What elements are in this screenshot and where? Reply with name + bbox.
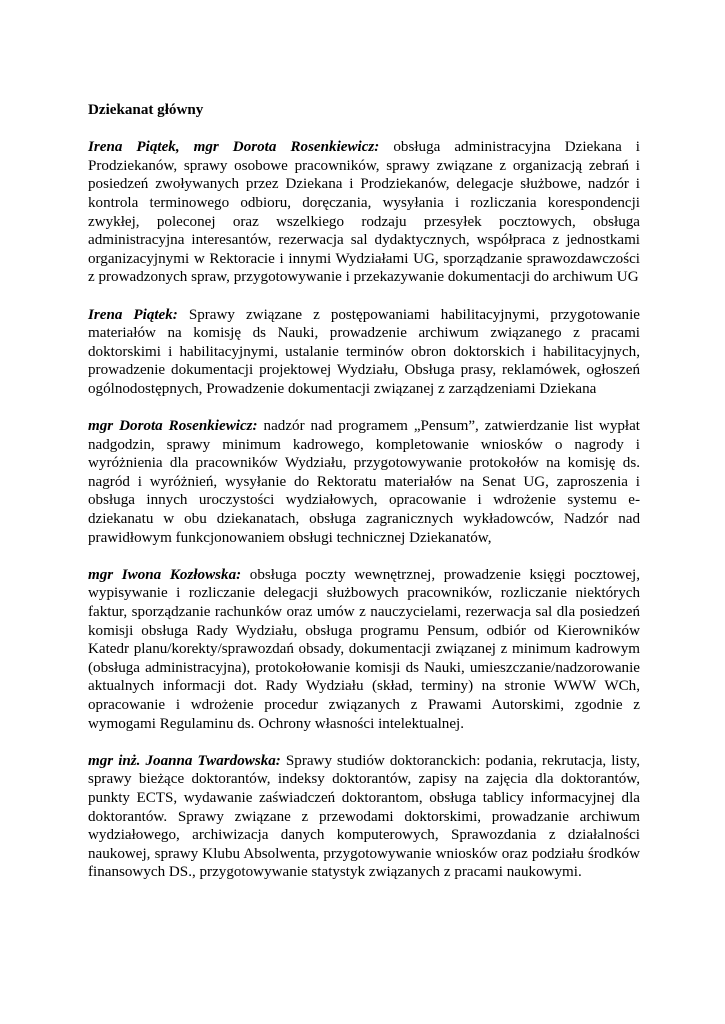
duty-description: Sprawy studiów doktoranckich: podania, rekrutacja, listy, sprawy bieżące doktorantów, indeksy doktorantów, zapisy na zajęcia dla doktorantów, punkty ECTS, wydawanie zaświadczeń doktorantom, obsługa tablicy informacyjnej dla doktorantów. Sprawy związane z przewodami doktorskimi, prowadzanie archiwum wydziałowego, archiwizacja danych komputerowych, Sprawozdania z działalności naukowej, sprawy Klubu Absolwenta, przygotowywanie wniosków oraz podziału środków finansowych DS., przygotowywanie statystyk związanych z pracami naukowymi. bbox=[88, 752, 641, 881]
duty-description: nadzór nad programem „Pensum”, zatwierdzanie list wypłat nadgodzin, sprawy minimum kadrowego, kompletowanie wniosków o nagrody i wyróżnienia dla pracowników Wydziału, przygotowywanie protokołów na komisję ds. nagród i wyróżnień, wysyłanie do Rektoratu materiałów na Senat UG, zaproszenia i obsługa innych uroczystości wydziałowych, opracowanie i wdrożenie systemu e-dziekanatu w obu dziekanatach, obsługa zagranicznych wykładowców, Nadzór nad prawidłowym funkcjonowaniem obsługi technicznej Dziekanatów, bbox=[88, 418, 641, 546]
duty-paragraph-4 bbox=[88, 566, 640, 733]
duty-paragraph-1 bbox=[88, 138, 640, 287]
section-heading: Dziekanat główny bbox=[88, 102, 204, 118]
document-page bbox=[88, 101, 640, 901]
duty-paragraph-5 bbox=[88, 752, 640, 882]
duty-paragraph-3 bbox=[88, 417, 640, 547]
duty-description: Sprawy związane z postępowaniami habilitacyjnymi, przygotowanie materiałów na komisję ds Nauki, prowadzenie archiwum związanego z pracami doktorskimi i habilitacyjnymi, ustalanie terminów obron doktorskich i habilitacyjnych, prowadzenie dokumentacji projektowej Wydziału, Obsługa prasy, reklamówek, ogłoszeń ogólnodostępnych, Prowadzenie dokumentacji związanej z zarządzeniami Dziekana bbox=[88, 306, 640, 397]
duty-description: obsługa administracyjna Dziekana i Prodziekanów, sprawy osobowe pracowników, sprawy związane z organizacją zebrań i posiedzeń zwoływanych przez Dziekana i Prodziekanów, delegacje służbowe, nadzór i kontrola terminowego odbioru, doręczania, wysyłania i rozliczania korespondencji zwykłej, poleconej oraz wszelkiego rodzaju przesyłek pocztowych, obsługa administracyjna interesantów, rezerwacja sal dydaktycznych, współpraca z jednostkami organizacyjnymi w Rektoracie i innymi Wydziałami UG, sporządzanie sprawozdawczości z prowadzonych spraw, przygotowywanie i przekazywanie dokumentacji do archiwum UG bbox=[88, 139, 640, 286]
staff-name: Irena Piątek: bbox=[88, 306, 178, 323]
staff-name: mgr Dorota Rosenkiewicz: bbox=[88, 418, 258, 435]
staff-name: Irena Piątek, mgr Dorota Rosenkiewicz: bbox=[88, 139, 380, 156]
staff-name: mgr inż. Joanna Twardowska: bbox=[88, 752, 281, 769]
duty-description: obsługa poczty wewnętrznej, prowadzenie księgi pocztowej, wypisywanie i rozliczanie delegacji służbowych pracowników, rozliczanie niektórych faktur, sporządzanie rachunków oraz umów z nauczycielami, rezerwacja sal dla posiedzeń komisji obsługa Rady Wydziału, obsługa programu Pensum, odbiór od Kierowników Katedr planu/korekty/sprawozdań obsady, dokumentacji związanej z minimum kadrowym (obsługa administracyjna), protokołowanie komisji ds Nauki, umieszczanie/nadzorowanie aktualnych informacji dot. Rady Wydziału (skład, terminy) na stronie WWW WCh, opracowanie i wdrożenie procedur związanych z Prawami Autorskimi, zgodnie z wymogami Regulaminu ds. Ochrony własności intelektualnej. bbox=[88, 566, 640, 732]
staff-name: mgr Iwona Kozłowska: bbox=[88, 566, 242, 583]
duty-paragraph-2 bbox=[88, 306, 640, 399]
